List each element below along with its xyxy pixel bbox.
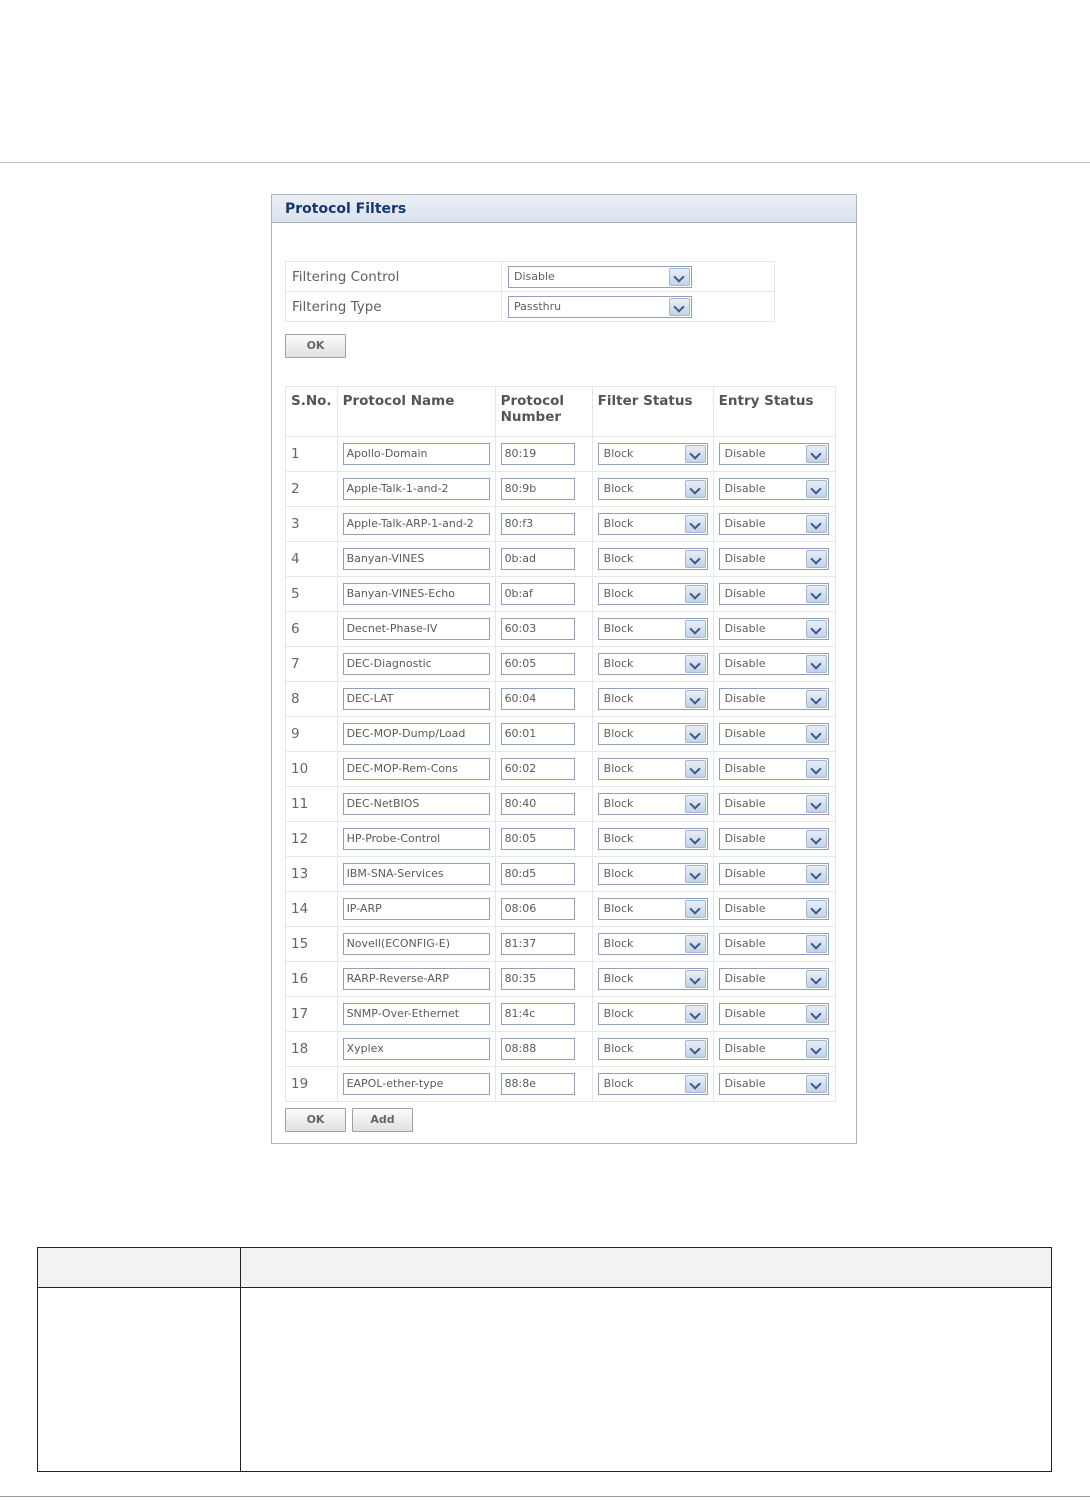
entry-status-select[interactable]: [719, 723, 829, 745]
entry-status-select[interactable]: [719, 478, 829, 500]
entry-status-select[interactable]: [719, 933, 829, 955]
filter-status-value: Block: [603, 1007, 634, 1020]
row-sno: 5: [286, 577, 338, 612]
protocol-number-input[interactable]: 81:37: [501, 933, 575, 955]
chevron-down-icon[interactable]: [806, 620, 827, 638]
table-row: [286, 752, 836, 787]
protocol-number-input[interactable]: 08:06: [501, 898, 575, 920]
protocol-name-input[interactable]: Apple-Talk-ARP-1-and-2: [343, 513, 490, 535]
table-row: [286, 857, 836, 892]
protocol-name-input[interactable]: DEC-Diagnostic: [343, 653, 490, 675]
chevron-down-icon[interactable]: [806, 1005, 827, 1023]
filter-status-select[interactable]: [598, 723, 708, 745]
entry-status-value: Disable: [724, 517, 766, 530]
entry-status-select[interactable]: [719, 968, 829, 990]
filter-status-select[interactable]: [598, 968, 708, 990]
row-sno: 7: [286, 647, 338, 682]
table-row: [286, 927, 836, 962]
protocol-name-input[interactable]: Decnet-Phase-IV: [343, 618, 490, 640]
row-sno: 18: [286, 1032, 338, 1067]
entry-status-select[interactable]: [719, 583, 829, 605]
row-sno: 19: [286, 1067, 338, 1102]
protocol-name-input[interactable]: SNMP-Over-Ethernet: [343, 1003, 490, 1025]
entry-status-value: Disable: [724, 657, 766, 670]
row-sno: 14: [286, 892, 338, 927]
chevron-down-icon[interactable]: [685, 900, 706, 918]
filter-status-select[interactable]: [598, 478, 708, 500]
filter-status-value: Block: [603, 972, 634, 985]
row-sno: 4: [286, 542, 338, 577]
protocol-number-input[interactable]: 80:40: [501, 793, 575, 815]
description-table-header: [38, 1248, 1052, 1288]
filter-status-value: Block: [603, 1077, 634, 1090]
table-row: [286, 822, 836, 857]
entry-status-select[interactable]: [719, 898, 829, 920]
filter-status-value: Block: [603, 1042, 634, 1055]
entry-status-value: Disable: [724, 797, 766, 810]
chevron-down-icon[interactable]: [806, 445, 827, 463]
entry-status-select[interactable]: [719, 548, 829, 570]
entry-status-select[interactable]: [719, 513, 829, 535]
chevron-down-icon[interactable]: [685, 620, 706, 638]
chevron-down-icon[interactable]: [685, 1075, 706, 1093]
chevron-down-icon[interactable]: [685, 760, 706, 778]
description-header-cell-1: [38, 1248, 241, 1288]
entry-status-select[interactable]: [719, 688, 829, 710]
description-cell-1: [38, 1288, 241, 1472]
protocol-number-input[interactable]: 60:04: [501, 688, 575, 710]
entry-status-value: Disable: [724, 1042, 766, 1055]
chevron-down-icon[interactable]: [806, 760, 827, 778]
filtering-control-row: [286, 262, 775, 292]
filter-status-value: Block: [603, 937, 634, 950]
chevron-down-icon[interactable]: [685, 445, 706, 463]
entry-status-select[interactable]: [719, 1073, 829, 1095]
filter-status-value: Block: [603, 447, 634, 460]
protocol-number-input[interactable]: 80:9b: [501, 478, 575, 500]
table-row: [286, 682, 836, 717]
entry-status-select[interactable]: [719, 793, 829, 815]
entry-status-value: Disable: [724, 937, 766, 950]
filter-status-value: Block: [603, 762, 634, 775]
protocol-number-input[interactable]: 60:03: [501, 618, 575, 640]
protocol-table-header: [286, 387, 836, 437]
protocol-table: [285, 386, 836, 1102]
chevron-down-icon[interactable]: [806, 550, 827, 568]
chevron-down-icon[interactable]: [669, 298, 690, 316]
chevron-down-icon[interactable]: [685, 515, 706, 533]
filter-status-value: Block: [603, 902, 634, 915]
chevron-down-icon[interactable]: [806, 935, 827, 953]
protocol-name-input[interactable]: IBM-SNA-Services: [343, 863, 490, 885]
chevron-down-icon[interactable]: [685, 655, 706, 673]
row-sno: 11: [286, 787, 338, 822]
top-divider: [0, 162, 1090, 163]
entry-status-select[interactable]: [719, 618, 829, 640]
protocol-name-input[interactable]: DEC-MOP-Dump/Load: [343, 723, 490, 745]
protocol-name-input[interactable]: DEC-MOP-Rem-Cons: [343, 758, 490, 780]
entry-status-select[interactable]: [719, 653, 829, 675]
table-row: [286, 717, 836, 752]
row-sno: 6: [286, 612, 338, 647]
filter-status-select[interactable]: [598, 758, 708, 780]
protocol-number-input[interactable]: 60:05: [501, 653, 575, 675]
protocol-name-input[interactable]: Novell(ECONFIG-E): [343, 933, 490, 955]
filter-status-select[interactable]: [598, 1073, 708, 1095]
protocol-filters-panel: [271, 194, 857, 1144]
entry-status-select[interactable]: [719, 758, 829, 780]
chevron-down-icon[interactable]: [685, 865, 706, 883]
chevron-down-icon[interactable]: [685, 480, 706, 498]
protocol-name-input[interactable]: Banyan-VINES-Echo: [343, 583, 490, 605]
description-header-cell-2: [241, 1248, 1052, 1288]
filtering-control-value: Disable: [514, 269, 555, 283]
table-row: [286, 507, 836, 542]
filter-status-select[interactable]: [598, 618, 708, 640]
chevron-down-icon[interactable]: [806, 480, 827, 498]
ok-button-top[interactable]: OK: [285, 334, 346, 358]
filter-settings-table: [285, 261, 775, 322]
entry-status-value: Disable: [724, 622, 766, 635]
chevron-down-icon[interactable]: [806, 970, 827, 988]
chevron-down-icon[interactable]: [806, 655, 827, 673]
entry-status-select[interactable]: [719, 828, 829, 850]
protocol-number-input[interactable]: 80:05: [501, 828, 575, 850]
filtering-type-value: Passthru: [514, 299, 562, 313]
protocol-number-input[interactable]: 88:8e: [501, 1073, 575, 1095]
filter-status-select[interactable]: [598, 863, 708, 885]
row-sno: 3: [286, 507, 338, 542]
protocol-number-input[interactable]: 80:d5: [501, 863, 575, 885]
filter-status-select[interactable]: [598, 933, 708, 955]
filter-status-value: Block: [603, 867, 634, 880]
table-row: [286, 787, 836, 822]
header-filter-status: Filter Status: [592, 387, 713, 437]
chevron-down-icon[interactable]: [806, 1075, 827, 1093]
entry-status-value: Disable: [724, 1007, 766, 1020]
row-sno: 16: [286, 962, 338, 997]
chevron-down-icon[interactable]: [685, 725, 706, 743]
filter-status-value: Block: [603, 587, 634, 600]
protocol-number-input[interactable]: 81:4c: [501, 1003, 575, 1025]
table-row: [286, 542, 836, 577]
entry-status-value: Disable: [724, 727, 766, 740]
filter-status-value: Block: [603, 517, 634, 530]
chevron-down-icon[interactable]: [806, 830, 827, 848]
chevron-down-icon[interactable]: [806, 725, 827, 743]
filtering-type-label: Filtering Type: [286, 292, 502, 322]
filter-status-select[interactable]: [598, 688, 708, 710]
protocol-name-input[interactable]: DEC-LAT: [343, 688, 490, 710]
panel-title: Protocol Filters: [272, 195, 856, 223]
chevron-down-icon[interactable]: [685, 1005, 706, 1023]
description-cell-2: [241, 1288, 1052, 1472]
header-sno: S.No.: [286, 387, 338, 437]
chevron-down-icon[interactable]: [685, 690, 706, 708]
protocol-name-input[interactable]: RARP-Reverse-ARP: [343, 968, 490, 990]
ok-button-bottom[interactable]: OK: [285, 1108, 346, 1132]
entry-status-value: Disable: [724, 972, 766, 985]
filter-status-value: Block: [603, 797, 634, 810]
row-sno: 17: [286, 997, 338, 1032]
filter-status-value: Block: [603, 622, 634, 635]
protocol-name-input[interactable]: IP-ARP: [343, 898, 490, 920]
entry-status-value: Disable: [724, 762, 766, 775]
filter-status-select[interactable]: [598, 898, 708, 920]
protocol-number-input[interactable]: 0b:af: [501, 583, 575, 605]
entry-status-select[interactable]: [719, 863, 829, 885]
entry-status-value: Disable: [724, 692, 766, 705]
entry-status-value: Disable: [724, 587, 766, 600]
chevron-down-icon[interactable]: [685, 1040, 706, 1058]
filter-status-value: Block: [603, 727, 634, 740]
table-row: [286, 997, 836, 1032]
entry-status-select[interactable]: [719, 1038, 829, 1060]
description-table: [37, 1247, 1052, 1472]
row-sno: 15: [286, 927, 338, 962]
chevron-down-icon[interactable]: [806, 690, 827, 708]
protocol-name-input[interactable]: Banyan-VINES: [343, 548, 490, 570]
chevron-down-icon[interactable]: [685, 935, 706, 953]
row-sno: 13: [286, 857, 338, 892]
protocol-name-input[interactable]: Xyplex: [343, 1038, 490, 1060]
chevron-down-icon[interactable]: [806, 865, 827, 883]
entry-status-select[interactable]: [719, 1003, 829, 1025]
row-sno: 2: [286, 472, 338, 507]
entry-status-value: Disable: [724, 552, 766, 565]
table-row: [286, 437, 836, 472]
protocol-name-input[interactable]: Apollo-Domain: [343, 443, 490, 465]
filter-status-value: Block: [603, 692, 634, 705]
entry-status-value: Disable: [724, 1077, 766, 1090]
chevron-down-icon[interactable]: [685, 585, 706, 603]
protocol-name-input[interactable]: HP-Probe-Control: [343, 828, 490, 850]
protocol-number-input[interactable]: 80:f3: [501, 513, 575, 535]
filter-status-value: Block: [603, 832, 634, 845]
table-row: [286, 892, 836, 927]
protocol-number-input[interactable]: 80:19: [501, 443, 575, 465]
chevron-down-icon[interactable]: [806, 585, 827, 603]
protocol-number-input[interactable]: 0b:ad: [501, 548, 575, 570]
protocol-number-input[interactable]: 60:02: [501, 758, 575, 780]
row-sno: 9: [286, 717, 338, 752]
chevron-down-icon[interactable]: [685, 795, 706, 813]
row-sno: 12: [286, 822, 338, 857]
filtering-control-label: Filtering Control: [286, 262, 502, 292]
protocol-number-input[interactable]: 60:01: [501, 723, 575, 745]
protocol-number-input[interactable]: 08:88: [501, 1038, 575, 1060]
entry-status-select[interactable]: [719, 443, 829, 465]
bottom-divider: [0, 1496, 1090, 1497]
entry-status-value: Disable: [724, 447, 766, 460]
table-row: [286, 577, 836, 612]
protocol-name-input[interactable]: Apple-Talk-1-and-2: [343, 478, 490, 500]
row-sno: 8: [286, 682, 338, 717]
table-row: [286, 472, 836, 507]
row-sno: 1: [286, 437, 338, 472]
header-entry-status: Entry Status: [713, 387, 835, 437]
filter-status-select[interactable]: [598, 653, 708, 675]
chevron-down-icon[interactable]: [685, 550, 706, 568]
filter-status-select[interactable]: [598, 828, 708, 850]
table-row: [286, 647, 836, 682]
filter-status-select[interactable]: [598, 443, 708, 465]
filter-status-select[interactable]: [598, 548, 708, 570]
protocol-number-input[interactable]: 80:35: [501, 968, 575, 990]
protocol-name-input[interactable]: DEC-NetBIOS: [343, 793, 490, 815]
chevron-down-icon[interactable]: [806, 515, 827, 533]
chevron-down-icon[interactable]: [685, 830, 706, 848]
header-protocol-number: Protocol Number: [495, 387, 592, 437]
filtering-type-row: [286, 292, 775, 322]
chevron-down-icon[interactable]: [806, 795, 827, 813]
filtering-control-select[interactable]: [508, 266, 692, 288]
filter-status-select[interactable]: [598, 1003, 708, 1025]
entry-status-value: Disable: [724, 482, 766, 495]
filter-status-select[interactable]: [598, 513, 708, 535]
chevron-down-icon[interactable]: [806, 1040, 827, 1058]
filter-status-select[interactable]: [598, 793, 708, 815]
filtering-type-select[interactable]: [508, 296, 692, 318]
filter-status-value: Block: [603, 552, 634, 565]
row-sno: 10: [286, 752, 338, 787]
chevron-down-icon[interactable]: [685, 970, 706, 988]
add-button[interactable]: Add: [352, 1108, 413, 1132]
table-row: [286, 1067, 836, 1102]
table-row: [286, 962, 836, 997]
chevron-down-icon[interactable]: [806, 900, 827, 918]
entry-status-value: Disable: [724, 832, 766, 845]
table-row: [286, 1032, 836, 1067]
description-table-row: [38, 1288, 1052, 1472]
header-protocol-name: Protocol Name: [337, 387, 495, 437]
filter-status-value: Block: [603, 482, 634, 495]
protocol-name-input[interactable]: EAPOL-ether-type: [343, 1073, 490, 1095]
entry-status-value: Disable: [724, 902, 766, 915]
filter-status-value: Block: [603, 657, 634, 670]
filter-status-select[interactable]: [598, 1038, 708, 1060]
entry-status-value: Disable: [724, 867, 766, 880]
table-row: [286, 612, 836, 647]
chevron-down-icon[interactable]: [669, 268, 690, 286]
filter-status-select[interactable]: [598, 583, 708, 605]
